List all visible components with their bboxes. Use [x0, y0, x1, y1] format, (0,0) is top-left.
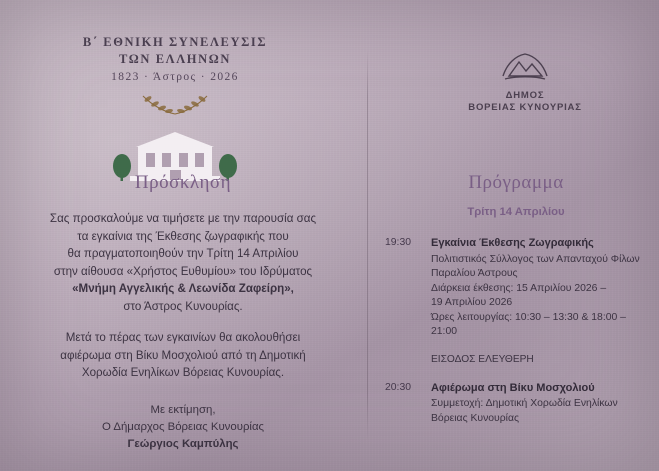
assembly-title-block	[40, 34, 310, 83]
assembly-title-line2: ΤΩΝ ΕΛΛΗΝΩΝ	[119, 52, 231, 66]
invitation-line-9: Χορωδία Ενηλίκων Βόρειας Κυνουρίας.	[81, 366, 285, 379]
programme-item-time: 19:30	[385, 237, 412, 248]
invitation-line-7: Μετά το πέρας των εγκαινίων θα ακολουθήσει	[65, 331, 301, 344]
invitation-line-2: τα εγκαίνια της Έκθεσης ζωγραφικής που	[77, 229, 289, 243]
programme-item	[385, 236, 647, 340]
programme-item-details	[431, 381, 647, 427]
olive-branch-icon	[135, 90, 215, 116]
invitation-body	[18, 210, 348, 382]
programme-item-time: 20:30	[385, 381, 412, 393]
paragraph-spacer	[18, 315, 348, 329]
invitation-line-4: στην αίθουσα «Χρήστος Ευθυμίου» του Ιδρύματος	[53, 264, 313, 278]
assembly-title-years: 1823 · Άστρος · 2026	[111, 71, 239, 83]
free-entry-note: ΕΙΣΟΔΟΣ ΕΛΕΥΘΕΡΗ	[431, 353, 534, 365]
programme-item-line: 19 Απριλίου 2026	[431, 297, 513, 308]
programme-item-line: Ώρες λειτουργίας: 10:30 – 13:30 & 18:00 – 21:00	[431, 311, 626, 337]
programme-item-title: Εγκαίνια Έκθεσης Ζωγραφικής	[431, 237, 594, 249]
assembly-title-line1: Β΄ ΕΘΝΙΚΗ ΣΥΝΕΛΕΥΣΙΣ	[82, 35, 268, 49]
invitation-line-5: «Μνήμη Αγγελικής & Λεωνίδα Ζαφείρη»,	[72, 282, 294, 295]
invitation-column	[18, 172, 348, 453]
municipality-logo	[430, 46, 620, 114]
programme-item-details	[431, 236, 647, 340]
programme-item-line: Συμμετοχή: Δημοτική Χορωδία Ενηλίκων	[431, 398, 618, 409]
programme-item-line: Πολιτιστικός Σύλλογος των Απανταχού Φίλων	[431, 253, 640, 265]
programme-item-line: Παραλίου Άστρους	[431, 268, 518, 279]
programme-date: Τρίτη 14 Απριλίου	[467, 206, 565, 218]
programme-column	[385, 172, 647, 440]
signature-name: Γεώργιος Καμπύλης	[127, 437, 239, 450]
invitation-line-6: στο Άστρος Κυνουρίας.	[123, 299, 243, 313]
municipality-name-line2: ΒΟΡΕΙΑΣ ΚΥΝΟΥΡΙΑΣ	[468, 102, 582, 113]
programme-heading: Πρόγραμμα	[468, 172, 564, 193]
programme-item-title: Αφιέρωμα στη Βίκυ Μοσχολιού	[431, 381, 595, 394]
municipality-name-line1: ΔΗΜΟΣ	[505, 90, 545, 101]
invitation-line-3: θα πραγματοποιηθούν την Τρίτη 14 Απριλίου	[67, 247, 299, 260]
poster-header	[0, 26, 659, 176]
programme-item-line: Βόρειας Κυνουρίας	[431, 412, 519, 424]
mountain-logo-icon	[499, 46, 551, 86]
invitation-signature	[18, 402, 348, 453]
invitation-line-1: Σας προσκαλούμε να τιμήσετε με την παρουσία σας	[49, 212, 317, 225]
signature-line-2: Ο Δήμαρχος Βόρειας Κυνουρίας	[101, 420, 265, 433]
programme-item-line: Διάρκεια έκθεσης: 15 Απριλίου 2026 –	[431, 282, 607, 294]
column-divider	[367, 50, 368, 440]
invitation-heading: Πρόσκληση	[134, 172, 232, 193]
signature-line-1: Με εκτίμηση,	[150, 403, 216, 416]
invitation-line-8: αφιέρωμα στη Βίκυ Μοσχολιού από τη Δημοτική	[60, 348, 306, 362]
programme-item	[385, 381, 647, 427]
